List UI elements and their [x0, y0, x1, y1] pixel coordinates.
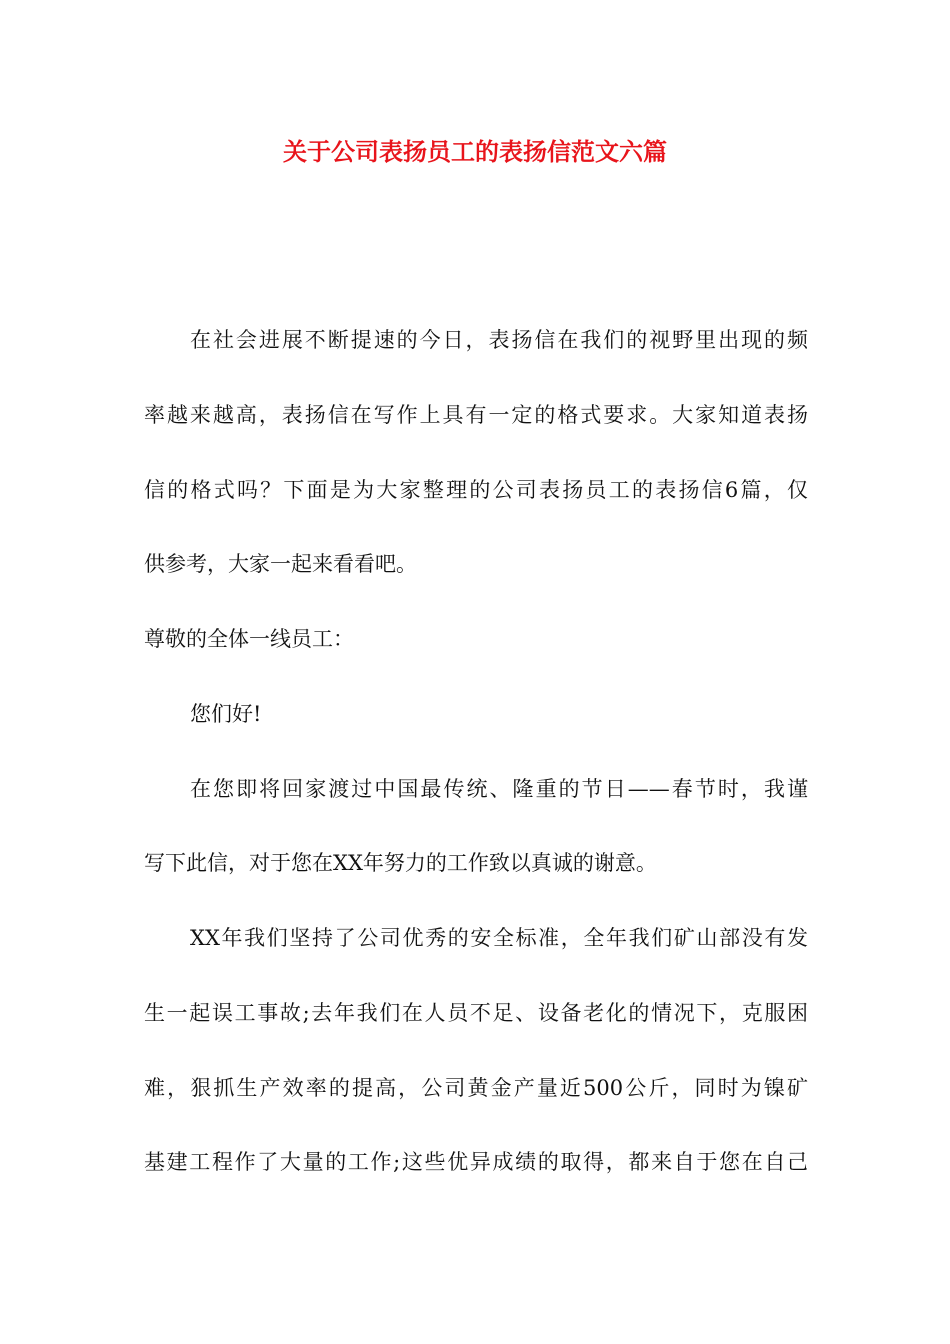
paragraph-line: 率越来越高，表扬信在写作上具有一定的格式要求。大家知道表扬	[144, 403, 808, 427]
paragraph-line: XX年我们坚持了公司优秀的安全标准，全年我们矿山部没有发	[190, 926, 808, 950]
salutation-line: 尊敬的全体一线员工：	[144, 627, 354, 651]
document-title: 关于公司表扬员工的表扬信范文六篇	[283, 137, 667, 166]
paragraph-line: 难，狠抓生产效率的提高，公司黄金产量近500公斤，同时为镍矿	[144, 1076, 808, 1100]
paragraph-line: 写下此信，对于您在XX年努力的工作致以真诚的谢意。	[144, 851, 657, 875]
paragraph-line: 供参考，大家一起来看看吧。	[144, 552, 417, 576]
greeting-line: 您们好!	[190, 702, 262, 726]
paragraph-line: 在您即将回家渡过中国最传统、隆重的节日——春节时，我谨	[190, 777, 808, 801]
paragraph-line: 基建工程作了大量的工作;这些优异成绩的取得，都来自于您在自己	[144, 1150, 808, 1174]
paragraph-line: 生一起误工事故;去年我们在人员不足、设备老化的情况下，克服困	[144, 1001, 808, 1025]
paragraph-line: 信的格式吗？下面是为大家整理的公司表扬员工的表扬信6篇，仅	[144, 478, 808, 502]
paragraph-line: 在社会进展不断提速的今日，表扬信在我们的视野里出现的频	[190, 328, 808, 352]
